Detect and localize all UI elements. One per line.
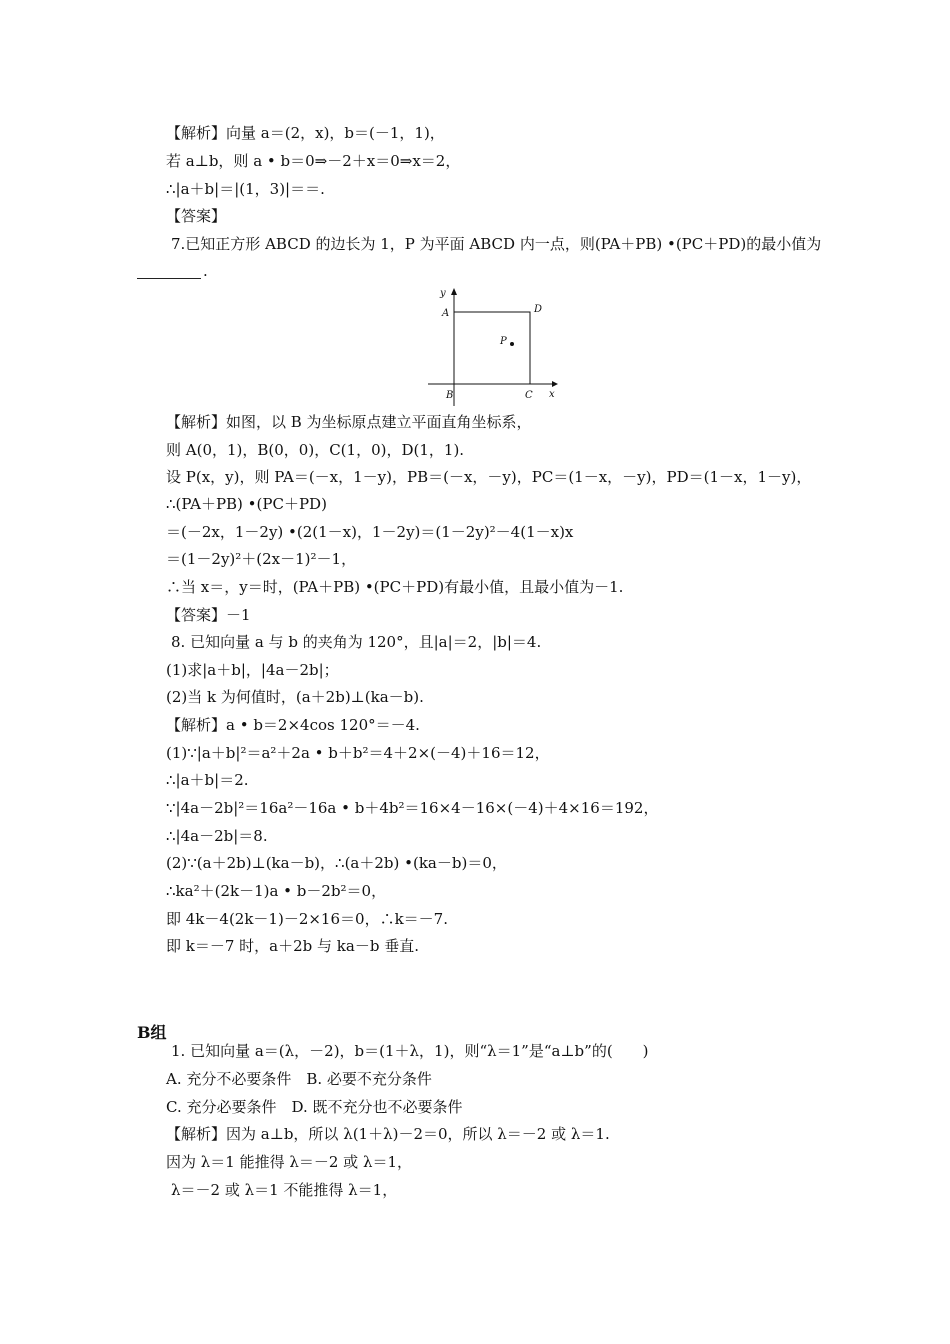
section-b-heading: B组 [137, 1023, 167, 1042]
option-line-2: C. 充分必要条件 D. 既不充分也不必要条件 [166, 1098, 463, 1116]
answer-blank-period: . [203, 262, 208, 280]
y-axis-label: y [440, 288, 446, 299]
text-line-31: λ＝－2 或 λ＝1 不能推得 λ＝1， [171, 1181, 398, 1199]
text-line-24: 即 4k－4(2k－1)－2×16＝0，∴k＝－7. [166, 910, 448, 928]
text-line-25: 即 k＝－7 时，a＋2b 与 ka－b 垂直. [166, 937, 419, 955]
text-line-20: ∵|4a－2b|²＝16a²－16a • b＋4b²＝16×4－16×(－4)＋4×16＝192， [166, 799, 659, 817]
text-line-3: ∴|a＋b|＝|(1，3)|＝＝. [166, 180, 325, 198]
text-line-29: 【解析】因为 a⊥b，所以 λ(1＋λ)－2＝0，所以 λ＝－2 或 λ＝1. [166, 1125, 610, 1143]
option-line-1: A. 充分不必要条件 B. 必要不充分条件 [166, 1070, 432, 1088]
square-coordinate-figure [420, 286, 560, 410]
label-b: B [446, 390, 454, 401]
text-line-13: 【答案】－1 [166, 606, 251, 624]
text-line-17: 【解析】a • b＝2×4cos 120°＝－4. [166, 716, 420, 734]
text-line-30: 因为 λ＝1 能推得 λ＝－2 或 λ＝1， [166, 1153, 412, 1171]
point-p-dot [510, 342, 514, 346]
question-b1: 1. 已知向量 a＝(λ，－2)，b＝(1＋λ，1)，则“λ＝1”是“a⊥b”的( ) [171, 1042, 649, 1060]
text-line-16: (2)当 k 为何值时，(a＋2b)⊥(ka－b). [166, 688, 424, 706]
label-p: P [500, 336, 507, 347]
text-line-6: 【解析】如图，以 B 为坐标原点建立平面直角坐标系， [166, 413, 532, 431]
label-d: D [534, 304, 543, 315]
text-line-7: 则 A(0，1)，B(0，0)，C(1，0)，D(1，1). [166, 441, 465, 459]
x-axis-arrow [552, 381, 558, 387]
square-abcd [454, 312, 530, 384]
text-line-19: ∴|a＋b|＝2. [166, 771, 249, 789]
text-line-15: (1)求|a＋b|，|4a－2b|； [166, 661, 339, 679]
text-line-11: ＝(1－2y)²＋(2x－1)²－1， [166, 550, 357, 568]
text-line-4: 【答案】 [166, 207, 227, 225]
y-axis-arrow [451, 288, 457, 295]
text-line-12: ∴当 x＝，y＝时，(PA＋PB) •(PC＋PD)有最小值，且最小值为－1. [166, 578, 624, 596]
label-c: C [525, 390, 533, 401]
text-line-23: ∴ka²＋(2k－1)a • b－2b²＝0， [166, 882, 387, 900]
answer-blank [137, 278, 201, 279]
question-7: 7.已知正方形 ABCD 的边长为 1，P 为平面 ABCD 内一点，则(PA＋PB) •(PC＋PD)的最小值为 [171, 235, 822, 253]
text-line-2: 若 a⊥b，则 a • b＝0⇒－2＋x＝0⇒x＝2， [166, 152, 461, 170]
text-line-9: ∴(PA＋PB) •(PC＋PD) [166, 495, 327, 513]
x-axis-label: x [549, 389, 555, 400]
text-line-8: 设 P(x，y)，则 PA＝(－x，1－y)，PB＝(－x，－y)，PC＝(1－x，－y)，PD＝(1－x，1－y)， [166, 468, 812, 486]
text-line-10: ＝(－2x，1－2y) •(2(1－x)，1－2y)＝(1－2y)²－4(1－x)x [166, 523, 574, 541]
text-line-1: 【解析】向量 a＝(2，x)，b＝(－1，1)， [166, 124, 445, 142]
text-line-21: ∴|4a－2b|＝8. [166, 827, 268, 845]
text-line-22: (2)∵(a＋2b)⊥(ka－b)，∴(a＋2b) •(ka－b)＝0， [166, 854, 507, 872]
text-line-18: (1)∵|a＋b|²＝a²＋2a • b＋b²＝4＋2×(－4)＋16＝12， [166, 744, 550, 762]
label-a: A [442, 308, 450, 319]
question-8: 8. 已知向量 a 与 b 的夹角为 120°，且|a|＝2，|b|＝4. [171, 633, 542, 651]
